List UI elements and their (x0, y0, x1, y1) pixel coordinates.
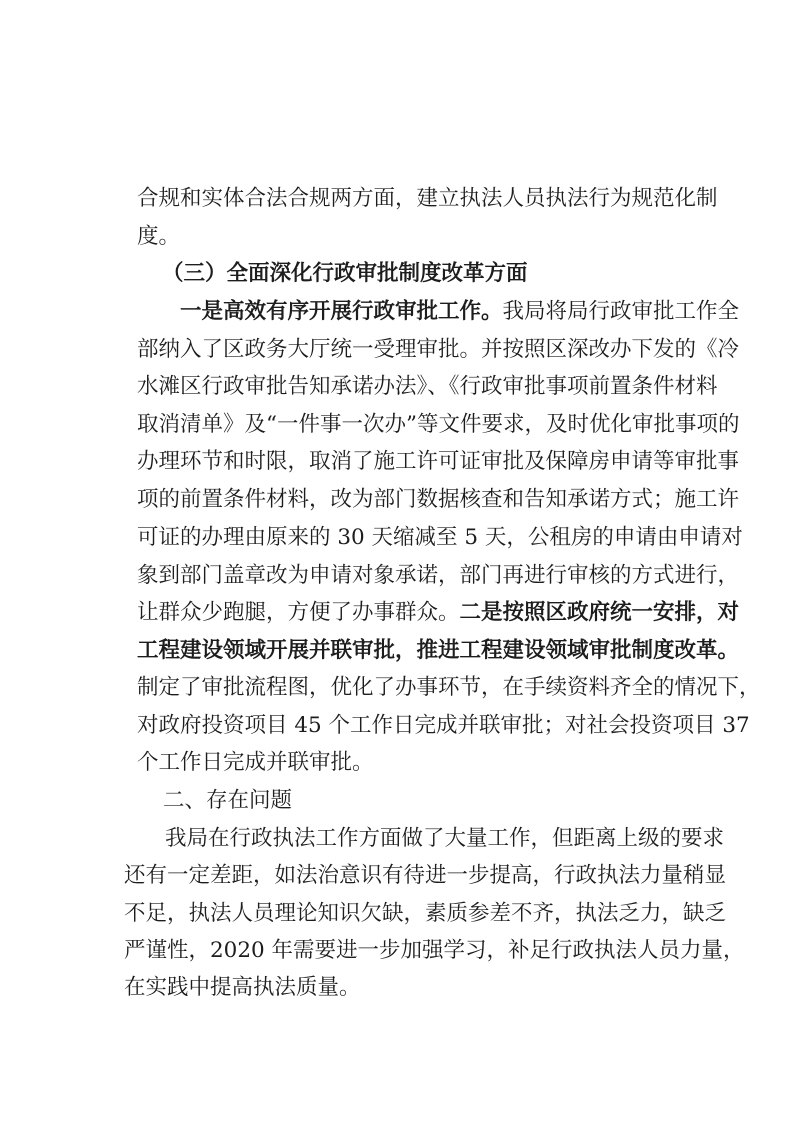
continuation-line-1: 合规和实体合法合规两方面，建立执法人员执法行为规范化制 (137, 186, 718, 211)
point-one-title: 一是高效有序开展行政审批工作。 (180, 299, 503, 324)
body-line-5: 办理环节和时限，取消了施工许可证审批及保障房申请等审批事 (137, 449, 740, 474)
issues-line-1: 我局在行政执法工作方面做了大量工作，但距离上级的要求 (165, 826, 725, 851)
body-line-3: 水滩区行政审批告知承诺办法》、《行政审批事项前置条件材料 (137, 374, 718, 399)
point-one-text: 我局将局行政审批工作全 (502, 299, 740, 324)
body-line-13: 个工作日完成并联审批。 (137, 750, 374, 775)
body-line-11: 制定了审批流程图，优化了办事环节，在手续资料齐全的情况下， (137, 675, 761, 700)
body-line-2: 部纳入了区政务大厅统一受理审批。并按照区深改办下发的《冷 (137, 337, 740, 362)
section-3-heading: （三）全面深化行政审批制度改革方面 (162, 261, 528, 286)
body-line-8: 象到部门盖章改为申请对象承诺，部门再进行审核的方式进行， (137, 563, 740, 588)
issues-line-4: 严谨性，2020 年需要进一步加强学习，补足行政执法人员力量， (124, 938, 745, 963)
body-line-6: 项的前置条件材料，改为部门数据核查和告知承诺方式；施工许 (137, 487, 740, 512)
body-line-4: 取消清单》及“一件事一次办”等文件要求，及时优化审批事项的 (137, 412, 740, 437)
section-2-heading: 二、存在问题 (163, 788, 293, 813)
body-line-10: 工程建设领域开展并联审批，推进工程建设领域审批制度改革。 (137, 638, 740, 663)
continuation-line-2: 度。 (137, 224, 181, 249)
body-line-1 (180, 297, 739, 327)
body-line-7: 可证的办理由原来的 30 天缩减至 5 天，公租房的申请由申请对 (137, 525, 743, 550)
body-line-9-text: 让群众少跑腿，方便了办事群众。 (137, 600, 460, 625)
point-two-title: 二是按照区政府统一安排，对 (459, 600, 740, 625)
issues-line-2: 还有一定差距，如法治意识有待进一步提高，行政执法力量稍显 (124, 863, 727, 888)
body-line-9 (137, 598, 739, 628)
body-line-12: 对政府投资项目 45 个工作日完成并联审批；对社会投资项目 37 (137, 713, 750, 738)
issues-line-3: 不足，执法人员理论知识欠缺，素质参差不齐，执法乏力，缺乏 (124, 901, 727, 926)
issues-line-5: 在实践中提高执法质量。 (124, 975, 361, 1000)
